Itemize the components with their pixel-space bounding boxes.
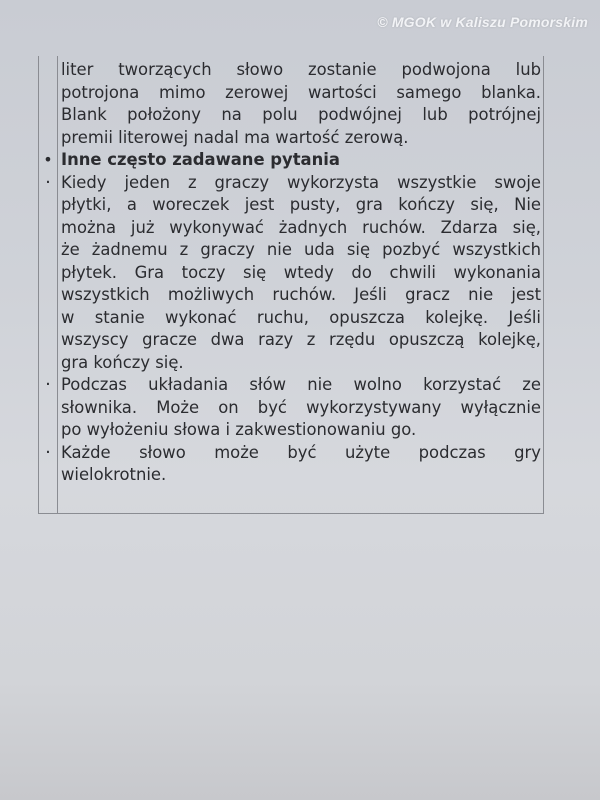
text-line: Podczas układania słów nie wolno korzystać ze [61, 375, 541, 394]
text-line: Każde słowo może być użyte podczas gry [61, 442, 541, 462]
bullet-icon: · [45, 171, 51, 193]
text-line: wszyscy gracze dwa razy z rzędu opuszczą kolejkę, [61, 330, 541, 349]
intro-paragraph [61, 59, 541, 149]
text-frame [38, 56, 544, 514]
document-text [43, 59, 541, 487]
text-line: wszystkich możliwych ruchów. Jeśli gracz nie jest [61, 285, 541, 304]
list-item-heading [43, 149, 541, 172]
text-line: liter tworzących słowo zostanie podwojona lub [61, 60, 541, 79]
text-line: płytki, a woreczek jest pusty, gra kończy się, Nie [61, 195, 541, 214]
text-line: w stanie wykonać ruchu, opuszcza kolejkę. Jeśli [61, 307, 541, 327]
bullet-icon: · [45, 441, 51, 463]
text-line: słownika. Może on być wykorzystywany wyłącznie [61, 397, 541, 417]
list-item [45, 374, 541, 442]
text-line: premii literowej nadal ma wartość zerową. [61, 127, 409, 147]
bullet-icon: · [45, 374, 51, 395]
text-line: gra kończy się. [61, 352, 184, 372]
text-line: wielokrotnie. [61, 465, 167, 484]
bullet-icon: • [43, 150, 53, 169]
text-line: po wyłożeniu słowa i zakwestionowaniu go. [61, 420, 417, 439]
text-line: Blank położony na polu podwójnej lub potrójnej [61, 105, 541, 124]
section-heading: Inne często zadawane pytania [61, 150, 340, 169]
watermark: © MGOK w Kaliszu Pomorskim [377, 14, 588, 30]
bullet-column-divider [57, 56, 58, 513]
list-item [45, 441, 541, 487]
text-line: że żadnemu z graczy nie uda się pozbyć wszystkich [61, 240, 541, 259]
list-item [45, 171, 541, 375]
text-line: potrojona mimo zerowej wartości samego blanka. [61, 82, 541, 102]
text-line: Kiedy jeden z graczy wykorzysta wszystkie swoje [61, 172, 541, 192]
text-line: płytek. Gra toczy się wtedy do chwili wykonania [61, 262, 541, 282]
text-line: można już wykonywać żadnych ruchów. Zdarza się, [61, 217, 541, 237]
